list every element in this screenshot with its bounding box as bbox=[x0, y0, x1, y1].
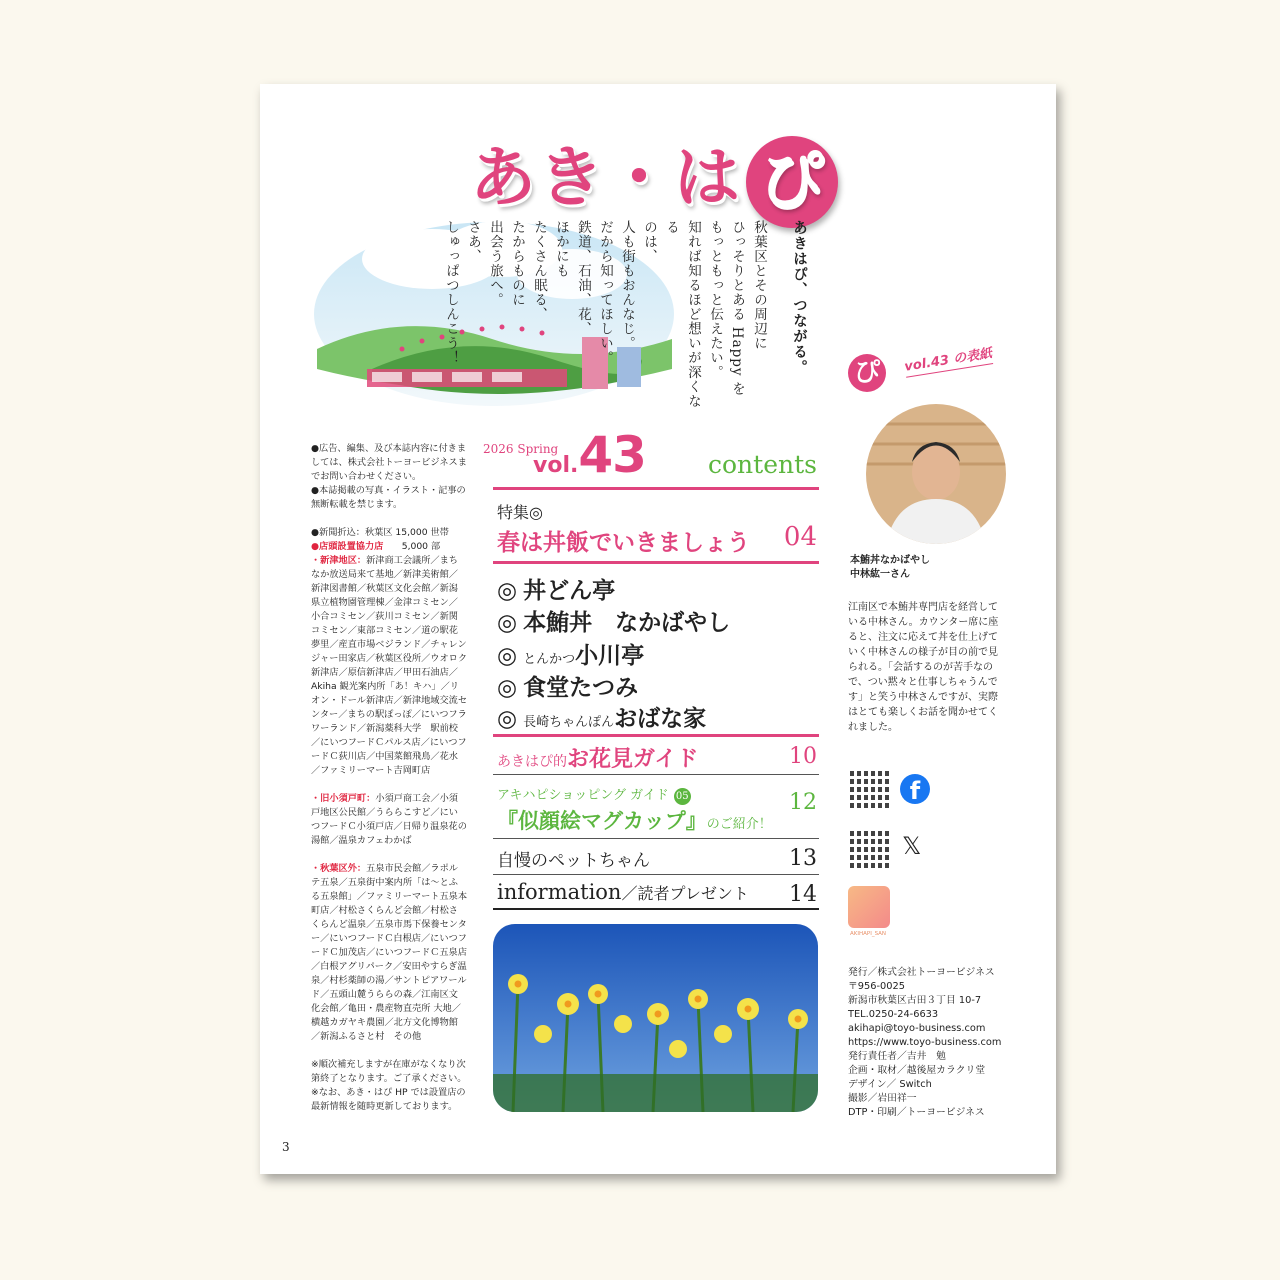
publisher-line: 発行責任者／吉井 勉 bbox=[848, 1051, 946, 1062]
copyright-notice: ●本誌掲載の写真・イラスト・記事の無断転載を禁じます。 bbox=[311, 485, 466, 510]
contents-heading: contents bbox=[708, 450, 817, 479]
pet-title: 自慢のペットちゃん bbox=[497, 851, 650, 871]
hanami-page: 10 bbox=[789, 744, 817, 769]
newspaper-insert: ●新聞折込：秋葉区 15,000 世帯 bbox=[311, 527, 449, 538]
publisher-line: 〒956-0025 bbox=[848, 981, 905, 992]
publisher-line: TEL.0250-24-6633 bbox=[848, 1009, 939, 1020]
feature-page: 04 bbox=[783, 522, 817, 552]
publisher-line: 撮影／岩田祥一 bbox=[848, 1093, 917, 1104]
shop-genre: 長崎ちゃんぽん bbox=[523, 715, 615, 730]
toc-info[interactable] bbox=[497, 880, 819, 910]
intro-line: ほかにも bbox=[553, 220, 569, 278]
logo-text: あき・は bbox=[470, 139, 742, 216]
publisher-line: 企画・取材／越後屋カラクリ堂 bbox=[848, 1065, 986, 1076]
hanami-title: お花見ガイド bbox=[567, 746, 699, 772]
toc-item[interactable] bbox=[497, 700, 706, 733]
instagram-qr-code[interactable] bbox=[848, 886, 890, 928]
issue-season: 2026 Spring bbox=[483, 442, 559, 456]
intro-line: のは、 bbox=[641, 220, 657, 264]
hanami-prefix: あきはぴ的 bbox=[497, 754, 567, 770]
intro-line: しゅっぱつしんこう！ bbox=[443, 220, 459, 365]
feature-label: 特集◎ bbox=[497, 503, 543, 522]
intro-title: あきはぴ、つながる。 bbox=[791, 220, 808, 375]
intro-line: 人も街もおんなじ。 bbox=[619, 220, 635, 351]
shop-name: 食堂たつみ bbox=[523, 674, 639, 701]
page-number: 3 bbox=[282, 1140, 290, 1154]
publisher-line: DTP・印刷／トーヨービジネス bbox=[848, 1107, 985, 1118]
circle-mark: ◎ bbox=[497, 643, 518, 669]
toc-pet[interactable] bbox=[497, 846, 819, 874]
niitsu-stores: 新津商工会議所／まちなか放送局来て基地／新津美術館／新津図書館／秋葉区文化会館／新潟県立植物園管理棟／金津コミセン／小合コミセン／荻川コミセン／新関コミセン／東部コミセン／道の駅花夢里／産直市場ベジランド／チャレンジャー田家店／秋葉区役所／ウオロク新津店／原信新津店／甲田石油店／Akiha 観光案内所「あ！キハ」／リオン・ドール新津店／新津地域交流センター／まちの駅ぽっぽ／にいつフラワーランド／新潟薬科大学 駅前校／にいつフードＣパルス店／にいつフードＣ荻川店／中国菜館飛鳥／花水／ファミリーマート吉岡町店 bbox=[311, 555, 468, 776]
shopping-title: 『似顔絵マグカップ』 bbox=[497, 808, 707, 833]
toc-hanami[interactable] bbox=[497, 742, 819, 772]
toc-item[interactable] bbox=[497, 637, 644, 670]
shopping-guide-label: アキハピショッピング ガイド bbox=[497, 788, 669, 803]
x-qr-code[interactable] bbox=[850, 828, 890, 868]
toc-shopping[interactable] bbox=[497, 784, 819, 834]
footnote: ※順次補充しますが在庫がなくなり次第終了となります。ご了承ください。 bbox=[311, 1059, 467, 1084]
shop-name: おばな家 bbox=[614, 705, 707, 732]
intro-line: 秋葉区とその周辺に bbox=[751, 220, 767, 351]
outside-stores: 五泉市民会館／ラポルテ五泉／五泉街中案内所「は～とふる五泉館」／ファミリーマート五泉本町店／村松さくらんど会館／村松さくらんど温泉／五泉市馬下保養センター／にいつフードＣ白根店／にいつフードＣ加茂店／にいつフードＣ五泉店／白根アグリパーク／安田やすらぎ温泉／村杉薬師の湯／サントピアワールド／五頭山麓うららの森／江南区文化会館／亀田・農産物直売所 大地／横越カガヤキ農園／北方文化博物館／新潟ふるさと村 その他 bbox=[311, 863, 468, 1042]
shop-name: 小川亭 bbox=[575, 642, 645, 669]
intro-body bbox=[443, 220, 770, 410]
intro-line: さあ、 bbox=[465, 220, 481, 264]
divider bbox=[493, 874, 819, 875]
footnote: ※なお、あき・はぴ HP では設置店の最新情報を随時更新しております。 bbox=[311, 1087, 466, 1112]
divider bbox=[493, 561, 819, 564]
cover-caption bbox=[850, 554, 930, 582]
publisher-info bbox=[848, 966, 1001, 1120]
circle-mark: ◎ bbox=[497, 578, 518, 604]
intro-line: たくさん眠る、 bbox=[531, 220, 547, 322]
publisher-email[interactable]: akihapi@toyo-business.com bbox=[848, 1023, 986, 1034]
intro-line: ひっそりとある Happy を bbox=[729, 220, 745, 397]
info-suffix: ／読者プレゼント bbox=[621, 884, 749, 903]
outside-label: ・秋葉区外： bbox=[311, 863, 367, 874]
cover-label: vol.43 の表紙 bbox=[903, 342, 994, 378]
publisher-line: デザイン／ Switch bbox=[848, 1079, 932, 1090]
facebook-icon[interactable]: f bbox=[900, 774, 930, 804]
intro-line: 出会う旅へ。 bbox=[487, 220, 503, 307]
shopping-guide-number: 05 bbox=[674, 788, 691, 805]
kosudo-stores: 小須戸商工会／小須戸地区公民館／うららこすど／にいつフードＣ小須戸店／日帰り温泉花の湯館／温泉カフェわかば bbox=[311, 793, 467, 846]
publisher-line: 新潟市秋葉区古田３丁目 10-7 bbox=[848, 995, 982, 1006]
daffodil-photo bbox=[493, 924, 818, 1112]
intro-line: だから知ってほしい。 bbox=[597, 220, 613, 365]
info-page: 14 bbox=[789, 882, 817, 907]
intro-line: もっともっと伝えたい。 bbox=[707, 220, 723, 380]
feature-title: 春は丼飯でいきましょう bbox=[497, 529, 750, 556]
store-label: ●店頭設置協力店 bbox=[311, 541, 384, 552]
pi-mark-icon: ぴ bbox=[848, 354, 886, 392]
info-title: information bbox=[497, 880, 622, 904]
shop-name: 本鮪丼 なかばやし bbox=[523, 609, 731, 636]
cover-portrait-photo bbox=[866, 404, 1006, 544]
pet-page: 13 bbox=[789, 846, 817, 871]
intro-line: 知れば知るほど想いが深くなる bbox=[663, 220, 701, 409]
intro-line: たからものに bbox=[509, 220, 525, 307]
cover-description: 江南区で本鮪丼専門店を経営している中林さん。カウンター席に座ると、注文に応えて丼を仕上げていく中林さんの様子が目の前で見られる。「会話するのが苦手なので、つい黙々と仕事しちゃうんです」と笑う中林さんですが、実際はとても楽しくお話を聞かせてくれました。 bbox=[848, 602, 999, 733]
shop-genre: とんかつ bbox=[523, 652, 576, 667]
logo-pi-mark: ぴ bbox=[746, 136, 838, 228]
divider bbox=[493, 838, 819, 839]
store-count: 5,000 部 bbox=[401, 541, 441, 552]
shopping-page: 12 bbox=[789, 790, 817, 815]
circle-mark: ◎ bbox=[497, 675, 518, 701]
divider bbox=[493, 734, 819, 737]
cover-person: 中林紘一さん bbox=[850, 569, 910, 580]
magazine-logo bbox=[470, 124, 838, 228]
publisher-line: 発行／株式会社トーヨービジネス bbox=[848, 967, 995, 978]
circle-mark: ◎ bbox=[497, 706, 518, 732]
distribution-notices bbox=[311, 442, 467, 1114]
cover-shop: 本鮪丼なかばやし bbox=[850, 555, 930, 566]
toc-item[interactable] bbox=[497, 669, 638, 702]
divider bbox=[493, 774, 819, 775]
shopping-suffix: のご紹介！ bbox=[706, 817, 772, 832]
circle-mark: ◎ bbox=[497, 610, 518, 636]
toc-feature[interactable] bbox=[497, 524, 819, 556]
niitsu-label: ・新津地区： bbox=[311, 555, 367, 566]
toc-item[interactable] bbox=[497, 604, 730, 637]
publisher-url[interactable]: https://www.toyo-business.com bbox=[848, 1037, 1002, 1048]
magazine-page bbox=[260, 84, 1056, 1174]
shop-name: 丼どん亭 bbox=[523, 577, 616, 604]
divider bbox=[493, 487, 819, 490]
divider bbox=[493, 908, 819, 910]
kosudo-label: ・旧小須戸町： bbox=[311, 793, 376, 804]
intro-line: 鉄道、石油、花、 bbox=[575, 220, 591, 336]
instagram-handle: AKIHAPI_SAN bbox=[850, 931, 887, 937]
x-icon[interactable]: 𝕏 bbox=[902, 832, 922, 860]
facebook-qr-code[interactable] bbox=[850, 768, 890, 808]
toc-item[interactable] bbox=[497, 572, 615, 605]
ad-notice: ●広告、編集、及び本誌内容に付きましては、株式会社トーヨービジネスまでお問い合わせください。 bbox=[311, 443, 467, 482]
vol-prefix: vol. bbox=[533, 453, 579, 478]
issue-number bbox=[533, 426, 646, 484]
vol-number: 43 bbox=[578, 426, 646, 484]
